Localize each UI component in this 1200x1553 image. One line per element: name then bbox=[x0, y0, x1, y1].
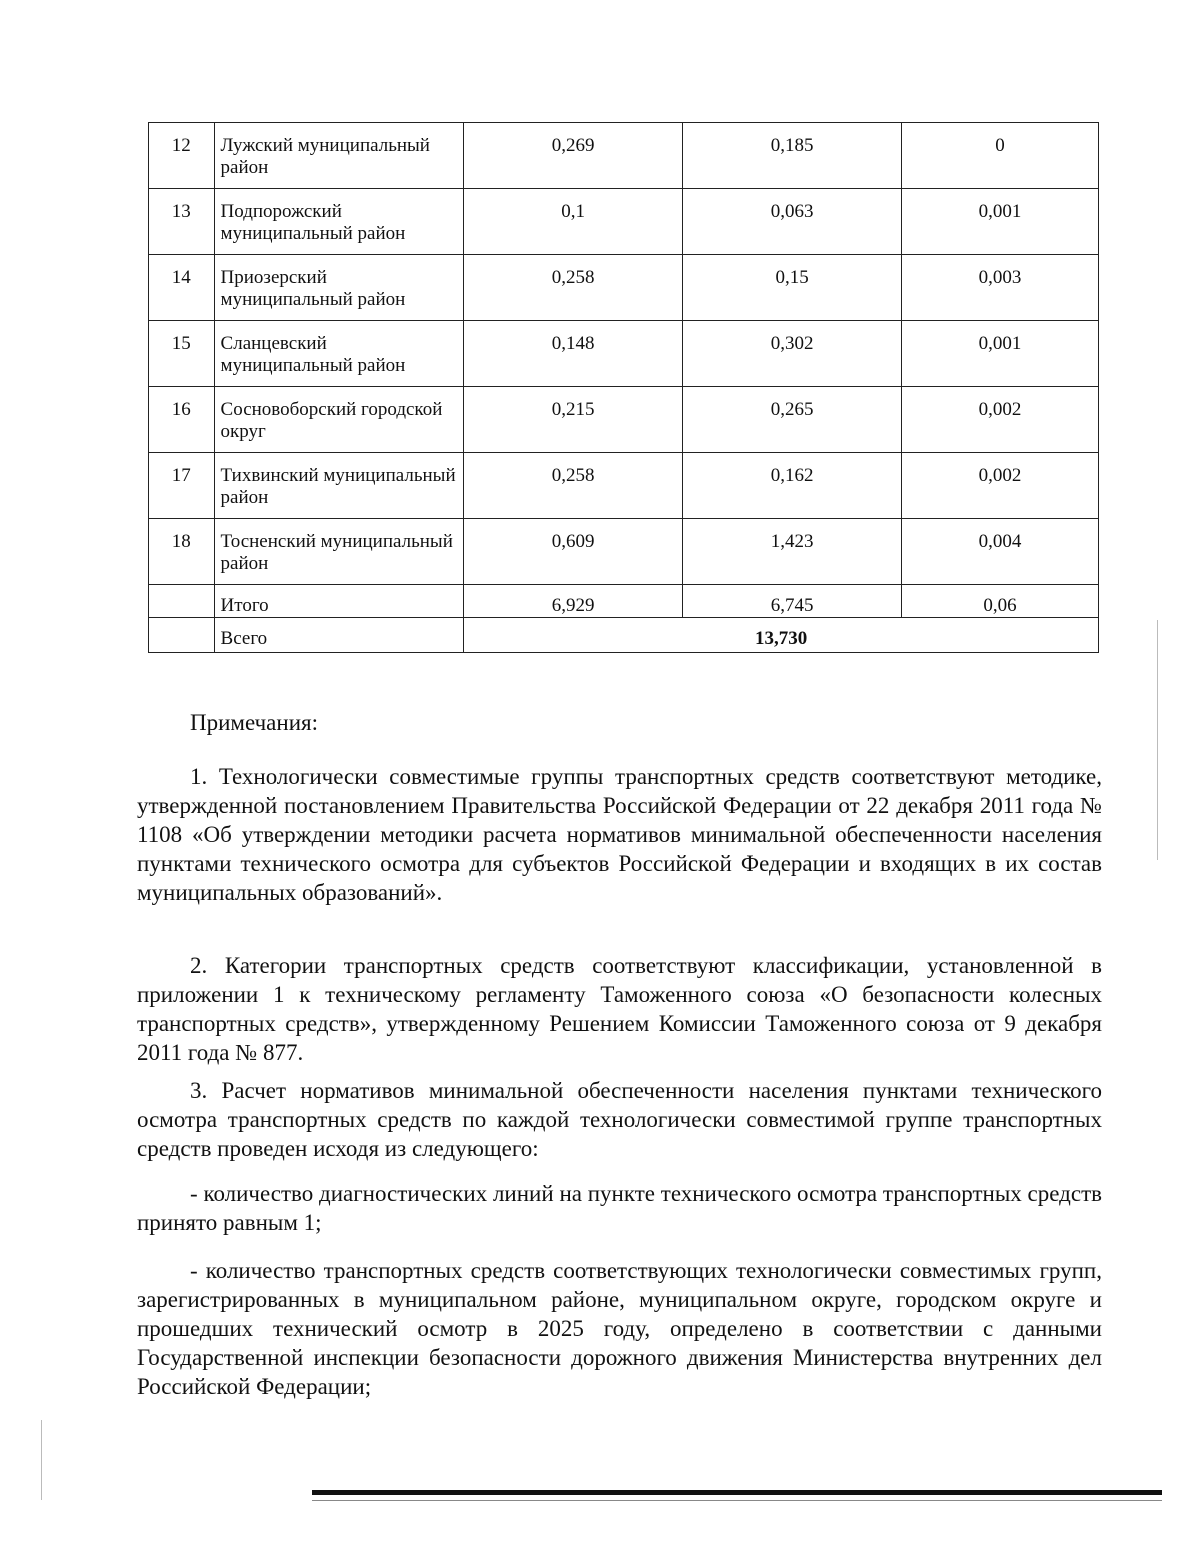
empty-cell bbox=[149, 618, 215, 653]
value-col-3: 0,001 bbox=[902, 189, 1099, 255]
district-name: Тосненский муниципальный район bbox=[214, 519, 464, 585]
value-col-2: 0,15 bbox=[683, 255, 902, 321]
subtotal-col-2: 6,745 bbox=[683, 585, 902, 618]
row-number: 16 bbox=[149, 387, 215, 453]
table-row bbox=[149, 255, 1099, 321]
transport-inspection-table bbox=[148, 122, 1099, 653]
row-number: 12 bbox=[149, 123, 215, 189]
district-name: Сосновоборский городской округ bbox=[214, 387, 464, 453]
district-name: Сланцевский муниципальный район bbox=[214, 321, 464, 387]
value-col-2: 0,185 bbox=[683, 123, 902, 189]
district-name: Приозерский муниципальный район bbox=[214, 255, 464, 321]
value-col-2: 0,063 bbox=[683, 189, 902, 255]
value-col-1: 0,258 bbox=[464, 453, 683, 519]
subtotal-col-3: 0,06 bbox=[902, 585, 1099, 618]
grand-total-value: 13,730 bbox=[464, 618, 1099, 653]
subtotal-row bbox=[149, 585, 1099, 618]
grand-total-label: Всего bbox=[214, 618, 464, 653]
value-col-1: 0,1 bbox=[464, 189, 683, 255]
scan-artifact-edge bbox=[41, 1420, 42, 1500]
table-row bbox=[149, 387, 1099, 453]
table-row bbox=[149, 189, 1099, 255]
value-col-3: 0,002 bbox=[902, 387, 1099, 453]
table-row bbox=[149, 519, 1099, 585]
value-col-2: 1,423 bbox=[683, 519, 902, 585]
value-col-1: 0,258 bbox=[464, 255, 683, 321]
value-col-3: 0,003 bbox=[902, 255, 1099, 321]
value-col-3: 0,004 bbox=[902, 519, 1099, 585]
district-name: Подпорожский муниципальный район bbox=[214, 189, 464, 255]
note-paragraph-1: 1. Технологически совместимые группы транспортных средств соответствуют методике, утвержденной постановлением Правительства Российской Федерации от 22 декабря 2011 года № 1108 «Об утверждении методики расчета нормативов минимальной обеспеченности населения пунктами технического осмотра для субъектов Российской Федерации и входящих в их состав муниципальных образований». bbox=[137, 764, 1102, 905]
table-row bbox=[149, 453, 1099, 519]
scan-artifact-line bbox=[312, 1490, 1162, 1495]
subtotal-label: Итого bbox=[214, 585, 464, 618]
row-number: 17 bbox=[149, 453, 215, 519]
scan-artifact-line bbox=[312, 1500, 1162, 1501]
district-name: Лужский муниципальный район bbox=[214, 123, 464, 189]
value-col-1: 0,609 bbox=[464, 519, 683, 585]
row-number: 14 bbox=[149, 255, 215, 321]
table-row bbox=[149, 123, 1099, 189]
note-paragraph-5: - количество транспортных средств соответствующих технологически совместимых групп, зарегистрированных в муниципальном районе, муниципальном округе, городском округе и прошедших технический осмотр в 2025 году, определено в соответствии с данными Государственной инспекции безопасности дорожного движения Министерства внутренних дел Российской Федерации; bbox=[137, 1258, 1102, 1399]
value-col-3: 0 bbox=[902, 123, 1099, 189]
note-paragraph-3: 3. Расчет нормативов минимальной обеспеченности населения пунктами технического осмотра транспортных средств по каждой технологически совместимой группе транспортных средств проведен исходя из следующего: bbox=[137, 1078, 1102, 1161]
scan-artifact-edge bbox=[1157, 620, 1158, 860]
row-number: 18 bbox=[149, 519, 215, 585]
note-paragraph-4: - количество диагностических линий на пункте технического осмотра транспортных средств принято равным 1; bbox=[137, 1181, 1102, 1235]
note-paragraph-2: 2. Категории транспортных средств соответствуют классификации, установленной в приложении 1 к техническому регламенту Таможенного союза «О безопасности колесных транспортных средств», утвержденному Решением Комиссии Таможенного союза от 9 декабря 2011 года № 877. bbox=[137, 953, 1102, 1065]
value-col-1: 0,148 bbox=[464, 321, 683, 387]
value-col-3: 0,001 bbox=[902, 321, 1099, 387]
notes-title: Примечания: bbox=[190, 710, 318, 735]
value-col-2: 0,162 bbox=[683, 453, 902, 519]
row-number: 13 bbox=[149, 189, 215, 255]
value-col-2: 0,302 bbox=[683, 321, 902, 387]
row-number: 15 bbox=[149, 321, 215, 387]
table-row bbox=[149, 321, 1099, 387]
empty-cell bbox=[149, 585, 215, 618]
value-col-2: 0,265 bbox=[683, 387, 902, 453]
value-col-3: 0,002 bbox=[902, 453, 1099, 519]
subtotal-col-1: 6,929 bbox=[464, 585, 683, 618]
value-col-1: 0,269 bbox=[464, 123, 683, 189]
value-col-1: 0,215 bbox=[464, 387, 683, 453]
grand-total-row bbox=[149, 618, 1099, 653]
district-name: Тихвинский муниципальный район bbox=[214, 453, 464, 519]
